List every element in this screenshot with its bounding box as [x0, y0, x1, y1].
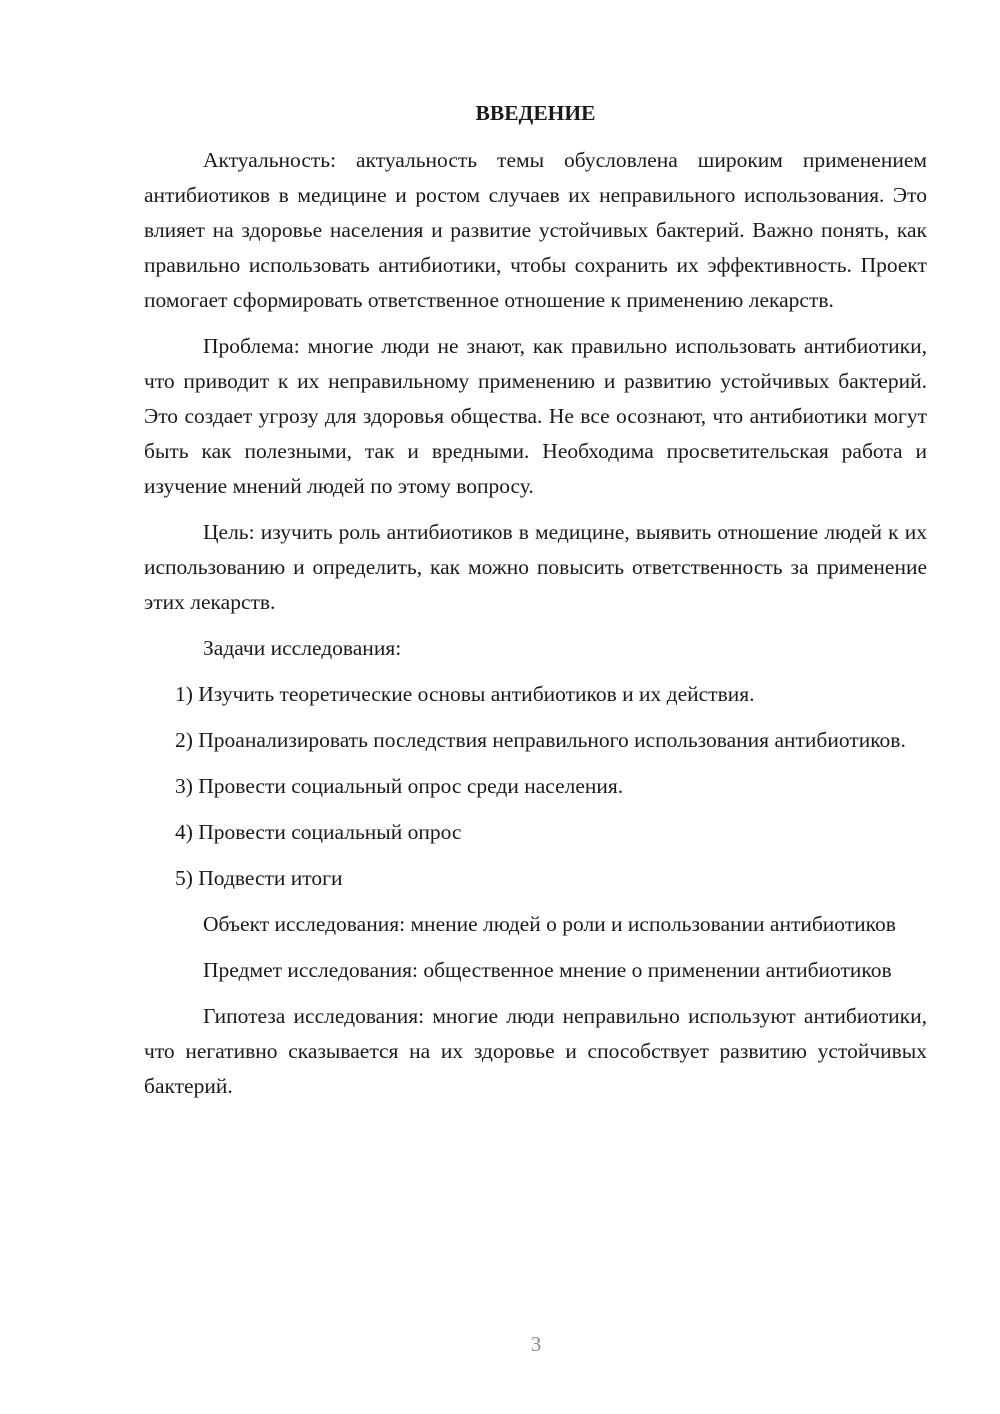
task-item: 4) Провести социальный опрос — [175, 820, 462, 844]
task-item: 1) Изучить теоретические основы антибиотиков и их действия. — [175, 682, 755, 706]
task-item: 3) Провести социальный опрос среди населения. — [175, 774, 624, 798]
tasks-heading: Задачи исследования: — [203, 636, 402, 660]
task-item: 5) Подвести итоги — [175, 866, 343, 890]
subject-paragraph: Предмет исследования: общественное мнение о применении антибиотиков — [203, 958, 892, 982]
task-item: 2) Проанализировать последствия неправильного использования антибиотиков. — [175, 728, 906, 752]
object-paragraph: Объект исследования: мнение людей о роли и использовании антибиотиков — [203, 912, 896, 936]
relevance-paragraph: Актуальность: актуальность темы обусловлена широким применением антибиотиков в медицине и ростом случаев их неправильного использования. Это влияет на здоровье населения и развитие устойчивых бактерий. Важно понять, как правильно использовать антибиотики, чтобы сохранить их эффективность. Проект помогает сформировать ответственное отношение к применению лекарств. — [144, 148, 927, 312]
section-heading: ВВЕДЕНИЕ — [475, 101, 596, 125]
hypothesis-paragraph: Гипотеза исследования: многие люди неправильно используют антибиотики, что негативно сказывается на их здоровье и способствует развитию устойчивых бактерий. — [144, 1004, 927, 1098]
page-number: 3 — [530, 1332, 542, 1356]
page-content — [144, 96, 927, 1115]
problem-paragraph: Проблема: многие люди не знают, как правильно использовать антибиотики, что приводит к их неправильному применению и развитию устойчивых бактерий. Это создает угрозу для здоровья общества. Не все осознают, что антибиотики могут быть как полезными, так и вредными. Необходима просветительская работа и изучение мнений людей по этому вопросу. — [144, 334, 927, 498]
goal-paragraph: Цель: изучить роль антибиотиков в медицине, выявить отношение людей к их использованию и определить, как можно повысить ответственность за применение этих лекарств. — [144, 520, 927, 614]
